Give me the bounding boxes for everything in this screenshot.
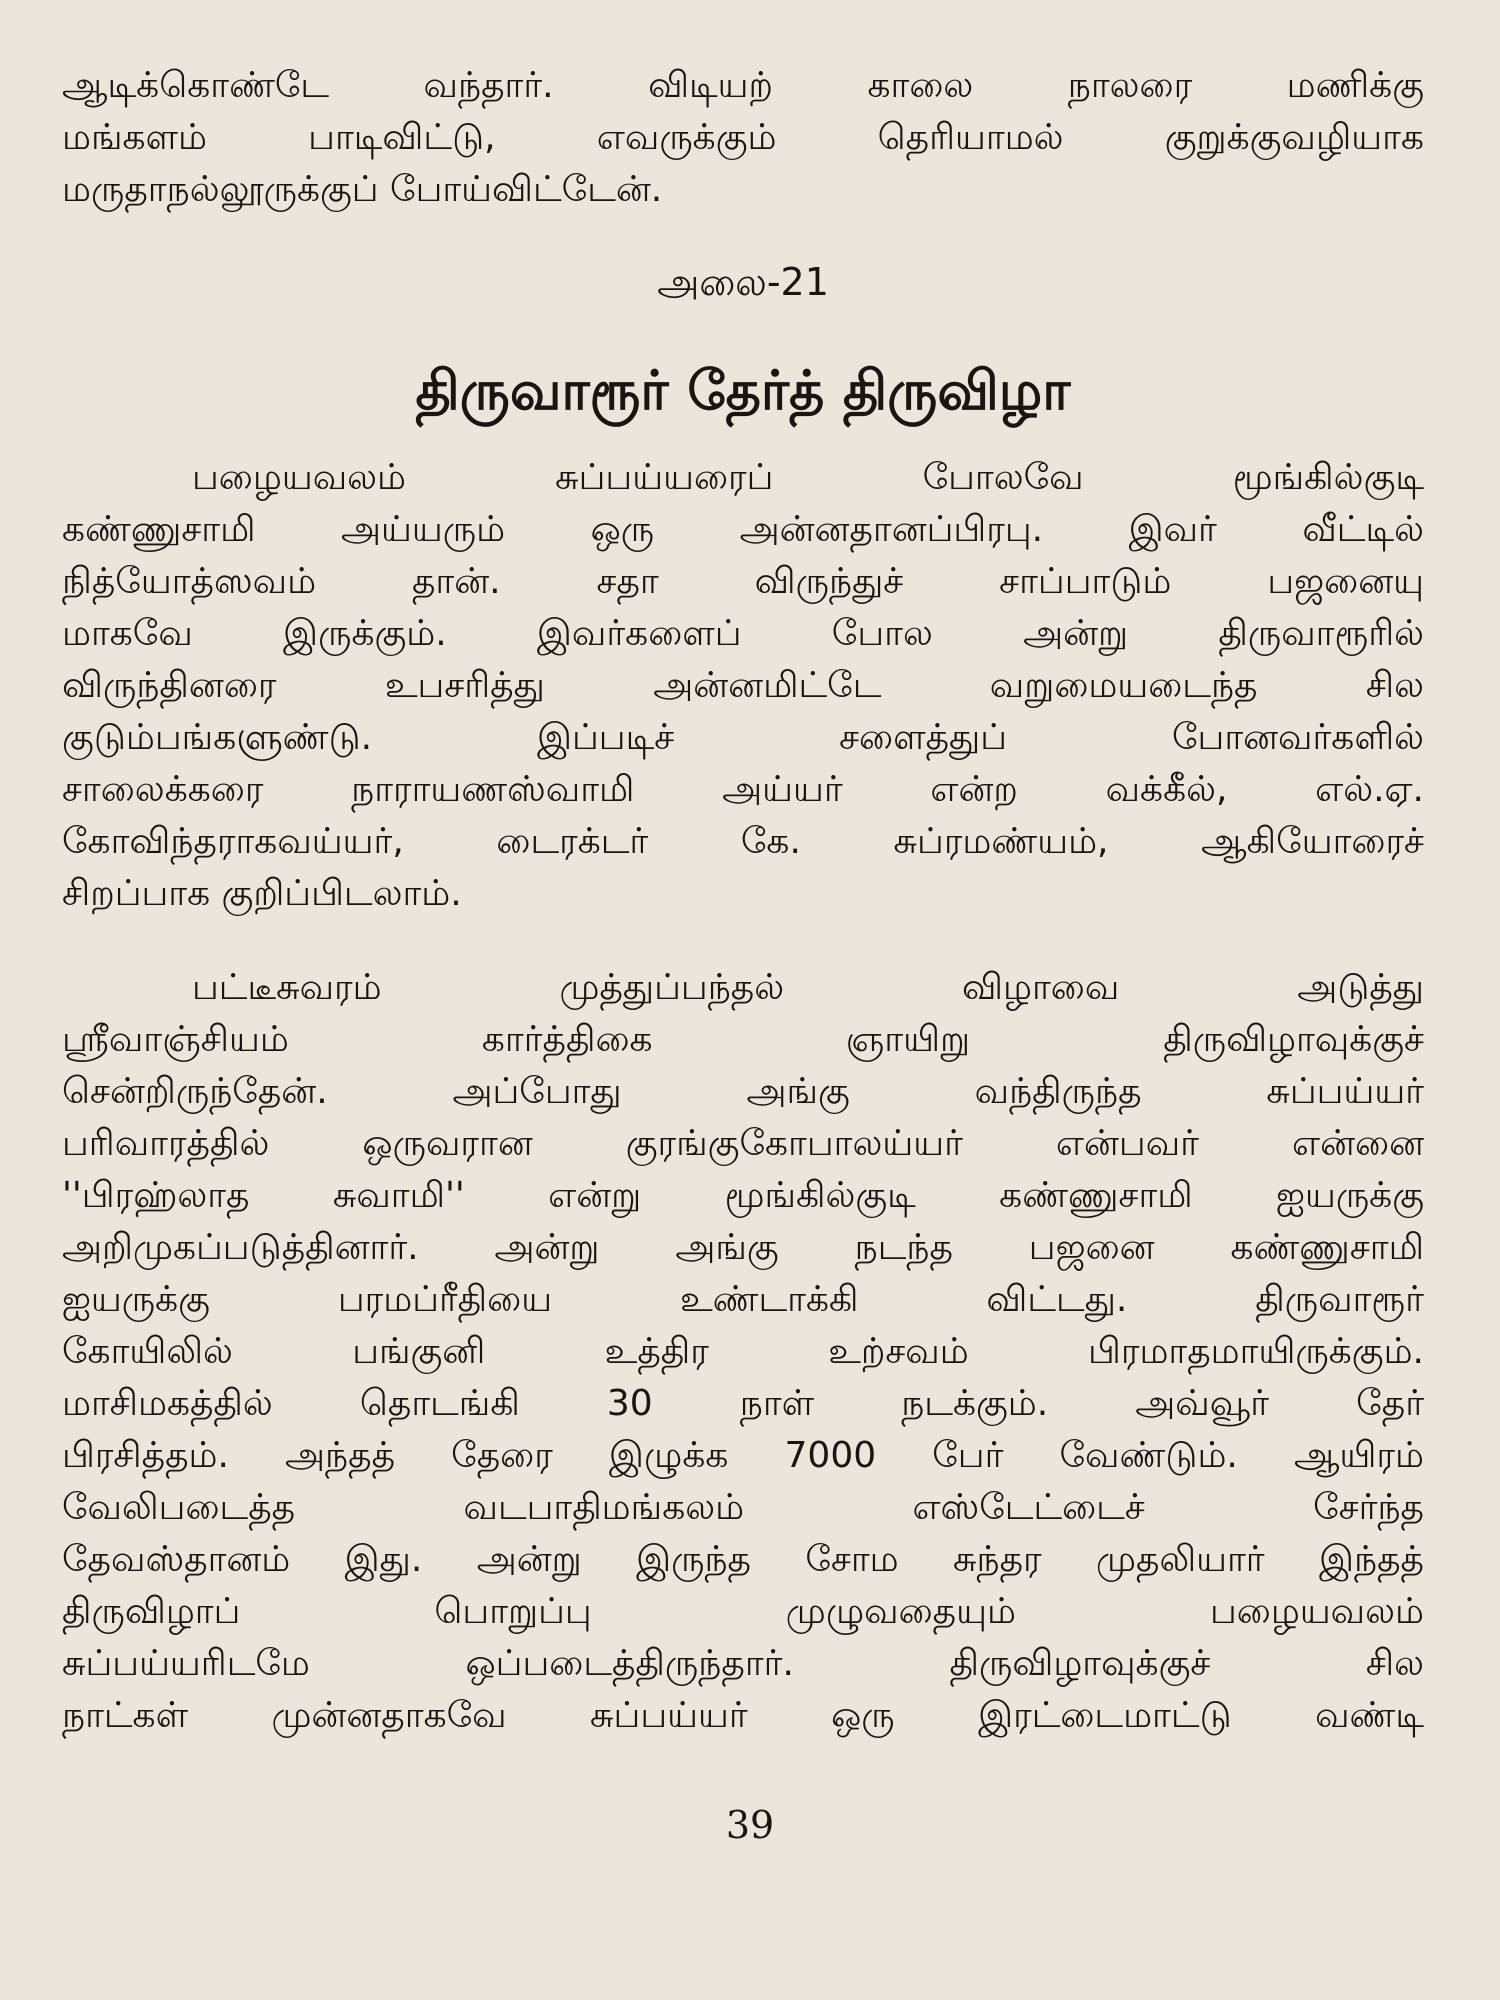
paragraph-1 [62, 452, 1424, 920]
text-line: தேவஸ்தானம் இது. அன்று இருந்த சோம சுந்தர முதலியார் இந்தத் [62, 1539, 1424, 1580]
text-line: நித்யோத்ஸவம் தான். சதா விருந்துச் சாப்பாடும் பஜனையு [62, 561, 1424, 602]
text-line: சிறப்பாக குறிப்பிடலாம். [62, 873, 462, 914]
text-line: கோவிந்தராகவய்யர், டைரக்டர் கே. சுப்ரமண்யம், ஆகியோரைச் [62, 821, 1424, 862]
text-line: பழையவலம் சுப்பய்யரைப் போலவே மூங்கில்குடி [192, 457, 1424, 498]
text-line: வேலிபடைத்த வடபாதிமங்கலம் எஸ்டேட்டைச் சேர்ந்த [62, 1487, 1424, 1528]
text-line: மங்களம் பாடிவிட்டு, எவருக்கும் தெரியாமல் குறுக்குவழியாக [62, 117, 1424, 158]
text-line: அறிமுகப்படுத்தினார். அன்று அங்கு நடந்த பஜனை கண்ணுசாமி [62, 1227, 1424, 1268]
text-line: ஐயருக்கு பரமப்ரீதியை உண்டாக்கி விட்டது. திருவாரூர் [62, 1279, 1424, 1320]
paragraph-2 [62, 962, 1424, 1742]
paragraph-gap [62, 920, 1424, 962]
text-line: கோயிலில் பங்குனி உத்திர உற்சவம் பிரமாதமாயிருக்கும். [62, 1331, 1424, 1372]
text-line: பிரசித்தம். அந்தத் தேரை இழுக்க 7000 பேர் வேண்டும். ஆயிரம் [62, 1435, 1424, 1476]
text-line: மருதாநல்லூருக்குப் போய்விட்டேன். [62, 169, 663, 210]
text-line: சென்றிருந்தேன். அப்போது அங்கு வந்திருந்த சுப்பய்யர் [62, 1071, 1424, 1112]
text-line: பட்டீசுவரம் முத்துப்பந்தல் விழாவை அடுத்து [192, 967, 1424, 1008]
text-line: சாலைக்கரை நாராயணஸ்வாமி அய்யர் என்ற வக்கீல், எல்.ஏ. [62, 769, 1424, 810]
text-line: மாகவே இருக்கும். இவர்களைப் போல அன்று திருவாரூரில் [62, 613, 1424, 654]
text-line: கண்ணுசாமி அய்யரும் ஒரு அன்னதானப்பிரபு. இவர் வீட்டில் [62, 509, 1424, 550]
top-paragraph [62, 60, 1424, 216]
text-line: விருந்தினரை உபசரித்து அன்னமிட்டே வறுமையடைந்த சில [62, 665, 1424, 706]
page-number: 39 [725, 1803, 775, 1847]
text-line: நாட்கள் முன்னதாகவே சுப்பய்யர் ஒரு இரட்டைமாட்டு வண்டி [62, 1695, 1424, 1736]
text-line: மாசிமகத்தில் தொடங்கி 30 நாள் நடக்கும். அவ்வூர் தேர் [62, 1383, 1424, 1424]
text-line: ஸ்ரீவாஞ்சியம் கார்த்திகை ஞாயிறு திருவிழாவுக்குச் [62, 1019, 1424, 1060]
text-line: ஆடிக்கொண்டே வந்தார். விடியற் காலை நாலரை மணிக்கு [62, 65, 1424, 106]
chapter-title: திருவாரூர் தேர்த் திருவிழா [415, 359, 1071, 422]
text-line: பரிவாரத்தில் ஒருவரான குரங்குகோபாலய்யர் என்பவர் என்னை [62, 1123, 1424, 1164]
page-content [62, 60, 1424, 1742]
text-line: திருவிழாப் பொறுப்பு முழுவதையும் பழையவலம் [62, 1591, 1424, 1632]
section-label: அலை-21 [657, 260, 829, 304]
text-line: சுப்பய்யரிடமே ஒப்படைத்திருந்தார். திருவிழாவுக்குச் சில [62, 1643, 1424, 1684]
text-line: ''பிரஹ்லாத சுவாமி'' என்று மூங்கில்குடி கண்ணுசாமி ஐயருக்கு [62, 1175, 1424, 1216]
text-line: குடும்பங்களுண்டு. இப்படிச் சளைத்துப் போனவர்களில் [62, 717, 1424, 758]
